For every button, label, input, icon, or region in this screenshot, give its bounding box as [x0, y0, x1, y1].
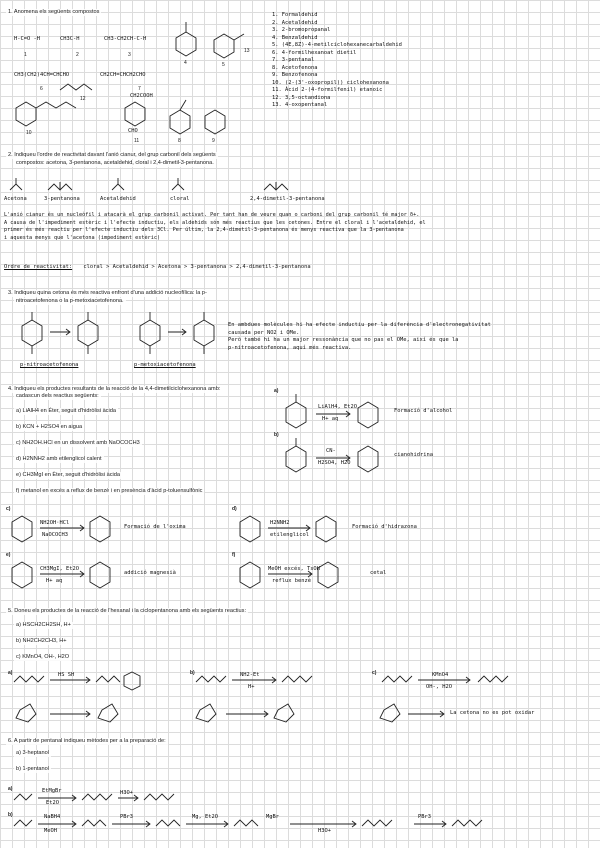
q6-b-reagent3: PBr3: [120, 814, 133, 820]
q1-answer-13: 13. 4-oxopentanal: [272, 102, 328, 108]
q1-num-7: 7: [138, 86, 141, 92]
q6-item-a: a) 3-heptanol: [16, 750, 49, 756]
q6-b-label: b): [8, 812, 13, 818]
q4-item-c: c) NH2OH.HCl en un dissolvent amb NaOCOCH3: [16, 440, 140, 446]
q1-answer-4: 4. Benzaldehid: [272, 34, 318, 41]
q4-c-reagent2: NaOCOCH3: [42, 532, 68, 538]
q5-a-reagent: HS SH: [58, 672, 75, 678]
q4-b-label: b): [274, 432, 279, 438]
q1-num-11: 11: [134, 138, 140, 144]
q6-a-reagent3: H3O+: [120, 790, 133, 796]
q6-a-reagent2: Et2O: [46, 800, 59, 806]
q6-a-reagent: EtMgBr: [42, 788, 62, 794]
q4-b-product: cianohidrina: [394, 452, 433, 458]
q3-answer-2: causada per NO2 i OMe.: [228, 329, 300, 336]
q4-item-a: a) LiAlH4 en Éter, seguit d'hidròlisi àcida: [16, 408, 116, 414]
q6-b-reagent4: Mg, Et2O: [192, 814, 218, 820]
q4-f-label: f): [232, 552, 236, 558]
q1-num-6: 6: [40, 86, 43, 92]
q1-formula-1: H-C=O -H: [14, 36, 40, 42]
q5-b-reagent2: H+: [248, 684, 255, 690]
q4-title-2: cadascun dels reactius següents:: [16, 393, 99, 399]
q4-a-reagent: LiAlH4, Et2O: [318, 404, 357, 410]
q5-c-note: La cetona no es pot oxidar: [450, 710, 535, 716]
q1-num-1: 1: [24, 52, 27, 58]
q4-item-e: e) CH3MgI en Èter, seguit d'hidròlisi àcida: [16, 472, 120, 478]
q2-explanation: [4, 212, 426, 242]
q5-c-reagent: KMnO4: [432, 672, 449, 678]
q6-b-reagent7: PBr3: [418, 814, 431, 820]
q6-b-reagent6: H3O+: [318, 828, 331, 834]
q2-explanation-2: A causa de l'impediment estèric i l'efecte inductiu, els aldehids són més reactius que les cetones. Entre el cloral i l'acetaldehid, el: [4, 219, 426, 226]
q3-answer-1: En ambdues molècules hi ha efecte inductiu per la diferència d'electronegativitat: [228, 322, 491, 328]
q2-explanation-3: primer és més reactiu per l'efecte inductiu dels 3Cl. Per últim, la 2,4-dimetil-3-pentanona és menys reactiva que la 3-pentanona: [4, 227, 404, 233]
q4-e-reagent: CH3MgI, Et2O: [40, 566, 79, 572]
q1-formula-8: CH2COOH: [130, 93, 153, 99]
q1-answer-6: 6. 4-formilhexanoat dietil: [272, 49, 357, 56]
q5-item-b: b) NH2CH2CH3, H+: [16, 638, 67, 644]
q1-formula-2: CH3C-H: [60, 36, 80, 42]
q3-mol-nitro: p-nitroacetofenona: [20, 362, 79, 368]
q1-answer-9: 9. Benzofenona: [272, 72, 318, 78]
q4-e-reagent2: H+ aq: [46, 578, 63, 584]
q1-formula-6: CH3(CH2)4CH=CHCHO: [14, 72, 70, 78]
q4-c-reagent: NH2OH·HCl: [40, 520, 70, 526]
q2-mol-cloral: cloral: [170, 196, 190, 202]
q1-answer-5: 5. (4E,8Z)-4-metilciclohexanecarbaldehid: [272, 42, 402, 48]
q1-num-8: 8: [178, 138, 181, 144]
q6-b-reagent5: MgBr: [266, 814, 279, 820]
q1-num-2: 2: [76, 52, 79, 58]
q2-order-label: Ordre de reactivitat:: [4, 264, 73, 270]
q1-formula-8b: CHO: [128, 128, 138, 134]
q1-structures: [0, 0, 260, 140]
q4-a-product: Formació d'alcohol: [394, 408, 453, 414]
q4-e-product: addició magnesià: [124, 570, 176, 576]
q5-item-c: c) KMnO4, OH-, H2O: [16, 654, 70, 660]
q4-d-product: Formació d'hidrazona: [352, 524, 417, 530]
q3-resonance: [0, 310, 220, 370]
q3-mol-metoxi: p-metoxiacetofenona: [134, 362, 196, 368]
q5-b-label: b): [190, 670, 195, 676]
q5-structures: [0, 666, 590, 736]
q5-a-label: a): [8, 670, 13, 676]
q4-item-d: d) H2NNH2 amb etilenglicol calent: [16, 456, 102, 462]
q5-item-a: a) HSCH2CH2SH, H+: [16, 622, 71, 628]
q1-answers: [272, 12, 402, 110]
q2-order-value: cloral > Acetaldehid > Acetona > 3-pentanona > 2,4-dimetil-3-pentanona: [83, 264, 311, 270]
q4-e-label: e): [6, 552, 11, 558]
q1-num-5: 5: [222, 62, 225, 68]
q4-d-reagent: H2NNH2: [270, 520, 290, 526]
q2-mol-acetona: Acetona: [4, 196, 27, 202]
q4-c-product: Formació de l'oxima: [124, 524, 186, 530]
q5-b-reagent: NH2-Et: [240, 672, 260, 678]
q4-item-f: f) metanol en excés a reflux de benzè i en presència d'àcid p-toluensulfònic: [16, 488, 203, 494]
q2-explanation-1: L'anió cianur és un nucleòfil i atacarà el grup carbonil activat. Per tant han de veure quan o carboni del grup carbonil té major δ+.: [4, 212, 420, 218]
q4-c-label: c): [6, 506, 11, 512]
q4-d-reagent2: etilenglicol: [270, 532, 309, 538]
q3-title-2: nitroacetofenona o la p-metoxiacetofenona.: [16, 298, 124, 304]
q1-answer-1: 1. Formaldehid: [272, 12, 318, 18]
q2-mol-acetaldehid: Acetaldehid: [100, 196, 136, 202]
q4-f-reagent2: reflux benzè: [272, 578, 311, 584]
q1-answer-7: 7. 3-pentanal: [272, 57, 315, 63]
q1-formula-7: CH2CH=CHCH2CHO: [100, 72, 146, 78]
q2-title-2: compostos: acetona, 3-pentanona, acetaldehid, cloral i 2,4-dimetil-3-pentanona.: [16, 160, 214, 166]
q2-mol-dimetilpentanona: 2,4-dimetil-3-pentanona: [250, 196, 325, 202]
q1-formula-3: CH3-CH2CH-C-H: [104, 36, 147, 42]
q6-item-b: b) 1-pentanol: [16, 766, 49, 772]
q1-num-10: 10: [26, 130, 32, 136]
q1-answer-8: 8. Acetofenona: [272, 64, 318, 71]
q1-title: 1. Anomena els següents compostos: [8, 9, 100, 15]
q5-title: 5. Doneu els productes de la reacció de l'hexanal i la ciclopentanona amb els següents reactius:: [8, 608, 247, 614]
q4-d-label: d): [232, 506, 237, 512]
q3-answer: [228, 322, 491, 352]
q4-b-reagent: CN-: [326, 448, 336, 454]
q4-b-reagent2: H2SO4, H2O: [318, 460, 351, 466]
q1-num-3: 3: [128, 52, 131, 58]
q6-title: 6. A partir de pentanal indiqueu mètodes per a la preparació de:: [8, 738, 166, 744]
q1-num-9: 9: [212, 138, 215, 144]
q4-cdef-structures: [0, 504, 420, 594]
q1-answer-11: 11. Àcid 2-(4-formilfenil) etanoic: [272, 87, 383, 93]
q2-mol-3-pentanona: 3-pentanona: [44, 196, 80, 202]
q4-title: 4. Indiqueu els productes resultants de la reacció de la 4,4-dimetilciclohexanona amb:: [8, 386, 221, 392]
q4-ab-structures: [276, 386, 476, 486]
q3-answer-3: Però també hi ha un major ressonància que no pas el OMe, així és que la: [228, 337, 459, 343]
q4-f-reagent: MeOH excés, TsOH: [268, 566, 320, 572]
q1-answer-3: 3. 2-bromopropanal: [272, 27, 331, 33]
q1-answer-12: 12. 3,5-octandiona: [272, 94, 331, 101]
q1-answer-2: 2. Acetaldehid: [272, 19, 318, 26]
q6-a-label: a): [8, 786, 13, 792]
q4-a-reagent2: H+ aq: [322, 416, 339, 422]
q6-b-reagent: NaBH4: [44, 814, 61, 820]
q5-c-label: c): [372, 670, 377, 676]
q4-a-label: a): [274, 388, 279, 394]
q4-f-product: cetal: [370, 570, 387, 576]
q1-num-13: 13: [244, 48, 250, 54]
q1-num-12: 12: [80, 96, 86, 102]
q5-c-reagent2: OH-, H2O: [426, 684, 452, 690]
q2-title: 2. Indiqueu l'ordre de reactivitat davant l'anió cianur, del grup carbonil dels següents: [8, 152, 216, 158]
q2-explanation-4: i aquesta menys que l'acetona (impediment estèric): [4, 234, 161, 241]
q3-title: 3. Indiqueu quina cetona és més reactiva enfront d'una addició nucleofílica: la p-: [8, 290, 207, 296]
q1-answer-10: 10. (2-(3'-oxopropil)) ciclohexanona: [272, 79, 389, 86]
q3-answer-4: p-nitroacetofenona, aquí més reactiva.: [228, 344, 352, 351]
q6-structures: [0, 786, 590, 836]
q6-b-reagent2: MeOH: [44, 828, 57, 834]
q4-item-b: b) KCN + H2SO4 en aigua: [16, 424, 83, 430]
q1-num-4: 4: [184, 60, 187, 66]
q2-order: [4, 264, 311, 272]
